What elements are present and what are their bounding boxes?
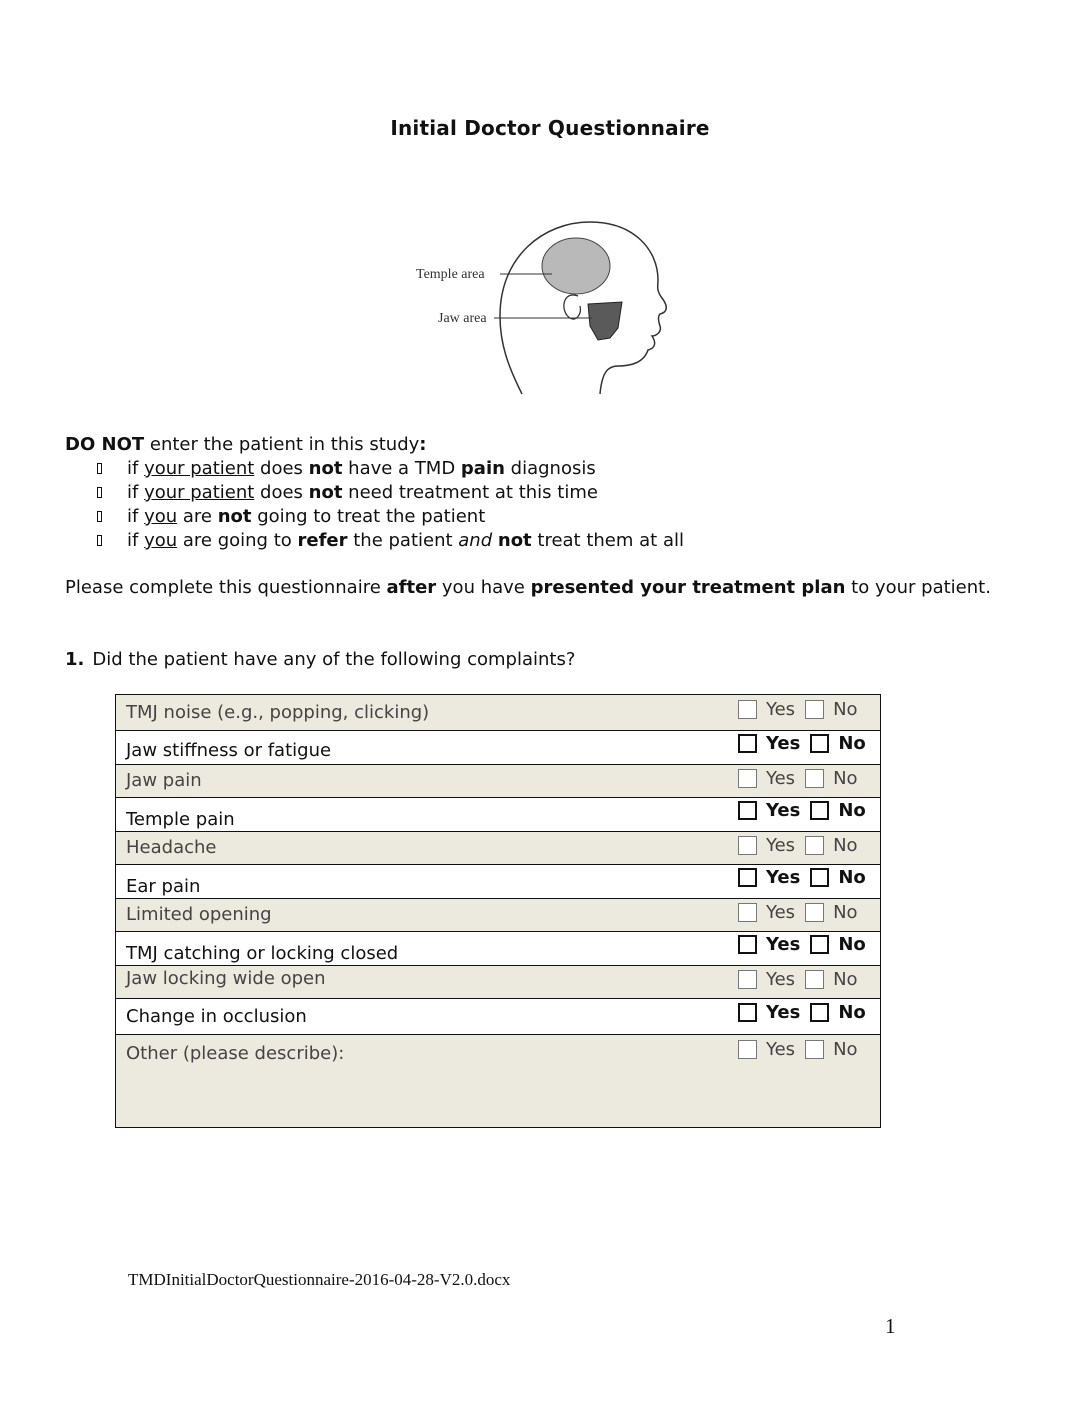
do-not-heading: DO NOT enter the patient in this study: <box>65 434 427 455</box>
yes-no-options <box>738 768 858 789</box>
yes-no-options <box>738 800 866 821</box>
no-checkbox[interactable] <box>805 836 824 855</box>
question-1 <box>65 648 575 672</box>
no-checkbox[interactable] <box>805 769 824 788</box>
yes-label: Yes <box>766 934 801 955</box>
yes-no-options <box>738 902 858 923</box>
page-title: Initial Doctor Questionnaire <box>390 116 710 140</box>
complaint-row <box>116 899 880 932</box>
no-checkbox[interactable] <box>805 700 824 719</box>
bullet-icon <box>97 535 102 546</box>
yes-checkbox[interactable] <box>738 1003 757 1022</box>
yes-label: Yes <box>766 1039 796 1060</box>
no-checkbox[interactable] <box>805 903 824 922</box>
jaw-area-label: Jaw area <box>438 311 487 326</box>
complaint-row <box>116 695 880 731</box>
complaint-label: Ear pain <box>126 876 201 897</box>
complaint-row <box>116 798 880 832</box>
complaint-row <box>116 999 880 1035</box>
yes-label: Yes <box>766 902 796 923</box>
no-label: No <box>833 902 858 923</box>
yes-no-options <box>738 699 858 720</box>
yes-checkbox[interactable] <box>738 801 757 820</box>
yes-checkbox[interactable] <box>738 836 757 855</box>
yes-checkbox[interactable] <box>738 935 757 954</box>
yes-no-options <box>738 1002 866 1023</box>
no-checkbox[interactable] <box>805 1040 824 1059</box>
yes-checkbox[interactable] <box>738 903 757 922</box>
yes-label: Yes <box>766 867 801 888</box>
complaint-label: Temple pain <box>126 809 235 830</box>
yes-no-options <box>738 733 866 754</box>
complaint-label: Limited opening <box>126 904 272 925</box>
exclusion-list <box>65 457 684 553</box>
yes-no-options <box>738 867 866 888</box>
no-label: No <box>838 934 866 955</box>
complaint-row <box>116 966 880 999</box>
question-number: 1. <box>65 649 85 670</box>
yes-label: Yes <box>766 969 796 990</box>
yes-no-options <box>738 835 858 856</box>
complaint-label: Jaw stiffness or fatigue <box>126 740 332 761</box>
complaint-label: Jaw locking wide open <box>126 968 326 989</box>
yes-label: Yes <box>766 768 796 789</box>
no-label: No <box>838 733 866 754</box>
yes-checkbox[interactable] <box>738 970 757 989</box>
no-label: No <box>833 969 858 990</box>
no-checkbox[interactable] <box>810 868 829 887</box>
yes-label: Yes <box>766 1002 801 1023</box>
complaint-row <box>116 865 880 899</box>
complaint-label: Change in occlusion <box>126 1006 307 1027</box>
complaint-label: Jaw pain <box>126 770 202 791</box>
yes-checkbox[interactable] <box>738 868 757 887</box>
bullet-icon <box>97 463 102 474</box>
no-label: No <box>838 867 866 888</box>
question-text: Did the patient have any of the following complaints? <box>92 649 576 670</box>
page-number: 1 <box>885 1314 896 1338</box>
complaint-label: Other (please describe): <box>126 1043 345 1064</box>
complaint-row <box>116 1035 880 1127</box>
yes-label: Yes <box>766 699 796 720</box>
exclusion-item: if you are not going to treat the patient <box>65 505 684 529</box>
exclusion-item: if you are going to refer the patient and not treat them at all <box>65 529 684 553</box>
no-checkbox[interactable] <box>805 970 824 989</box>
complaints-table <box>115 694 881 1128</box>
no-checkbox[interactable] <box>810 935 829 954</box>
exclusion-item: if your patient does not need treatment at this time <box>65 481 684 505</box>
no-label: No <box>838 800 866 821</box>
complaint-row <box>116 765 880 798</box>
yes-checkbox[interactable] <box>738 700 757 719</box>
no-label: No <box>833 768 858 789</box>
bullet-icon <box>97 511 102 522</box>
bullet-icon <box>97 487 102 498</box>
no-label: No <box>833 835 858 856</box>
yes-label: Yes <box>766 733 801 754</box>
instructions-paragraph: Please complete this questionnaire after you have presented your treatment plan to your patient. <box>65 577 991 598</box>
temple-area-label: Temple area <box>416 267 485 282</box>
yes-checkbox[interactable] <box>738 1040 757 1059</box>
complaint-row <box>116 731 880 765</box>
no-checkbox[interactable] <box>810 734 829 753</box>
yes-checkbox[interactable] <box>738 734 757 753</box>
complaint-label: TMJ noise (e.g., popping, clicking) <box>126 702 430 723</box>
exclusion-item: if your patient does not have a TMD pain diagnosis <box>65 457 684 481</box>
yes-label: Yes <box>766 800 801 821</box>
no-checkbox[interactable] <box>810 1003 829 1022</box>
complaint-row <box>116 932 880 966</box>
no-label: No <box>833 1039 858 1060</box>
yes-no-options <box>738 1039 858 1060</box>
no-checkbox[interactable] <box>810 801 829 820</box>
footer-filename: TMDInitialDoctorQuestionnaire-2016-04-28-V2.0.docx <box>128 1270 511 1289</box>
yes-no-options <box>738 934 866 955</box>
head-diagram <box>412 216 674 398</box>
yes-label: Yes <box>766 835 796 856</box>
no-label: No <box>833 699 858 720</box>
yes-checkbox[interactable] <box>738 769 757 788</box>
yes-no-options <box>738 969 858 990</box>
complaint-label: Headache <box>126 837 217 858</box>
complaint-row <box>116 832 880 865</box>
complaint-label: TMJ catching or locking closed <box>126 943 399 964</box>
no-label: No <box>838 1002 866 1023</box>
